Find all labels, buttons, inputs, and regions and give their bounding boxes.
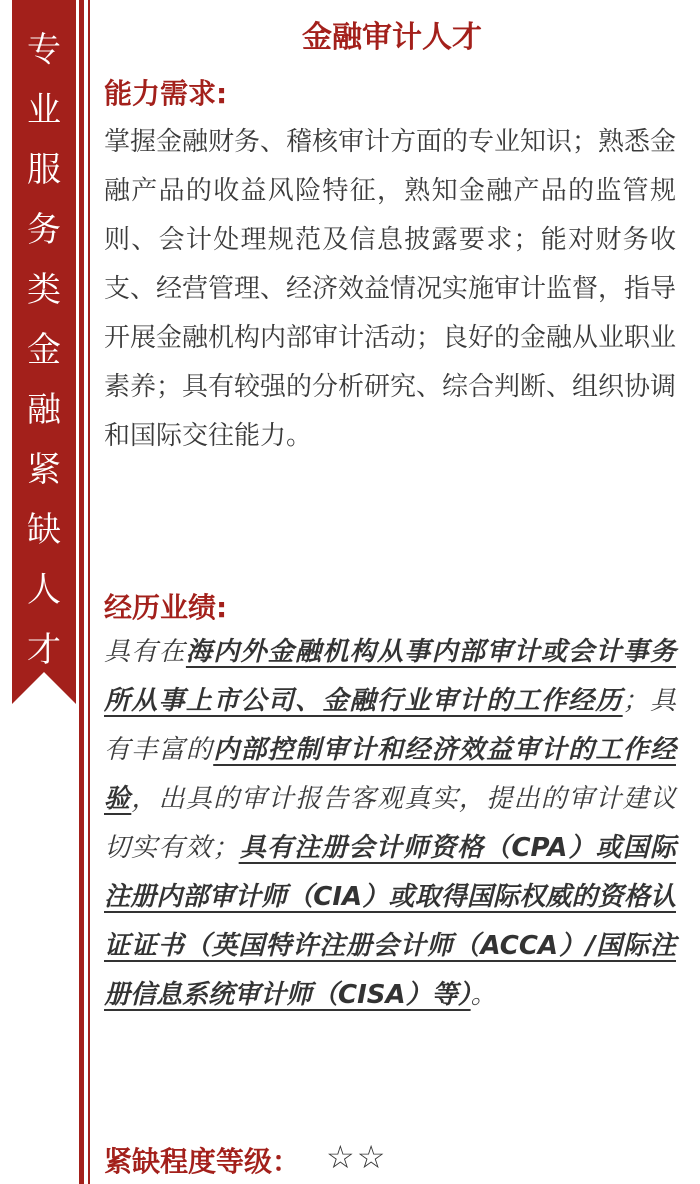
divider-rule-thin	[88, 0, 90, 1184]
banner-char: 缺	[27, 510, 61, 550]
experience-seg-2: ；具有丰富的	[104, 686, 676, 765]
experience-text	[104, 628, 676, 1020]
banner-char: 服	[27, 150, 61, 190]
banner-char: 紧	[27, 450, 61, 490]
experience-seg-1: 具有在	[104, 637, 186, 667]
experience-highlight-1: 海内外金融机构从事内部审计或会计事务所从事上市公司、金融行业审计的工作经历	[104, 637, 676, 716]
experience-seg-4: 。	[470, 980, 497, 1010]
banner-char: 才	[27, 630, 61, 670]
experience-seg-3: ，出具的审计报告客观真实，提出的审计建议切实有效；	[104, 784, 676, 863]
ability-text: 掌握金融财务、稽核审计方面的专业知识；熟悉金融产品的收益风险特征，熟知金融产品的监管规则、会计处理规范及信息披露要求；能对财务收支、经营管理、经济效益情况实施审计监督，指导开展金融机构内部审计活动；良好的金融从业职业素养；具有较强的分析研究、综合判断、组织协调和国际交往能力。	[104, 127, 677, 451]
banner-char: 融	[27, 390, 61, 430]
experience-highlight-3: 具有注册会计师资格（CPA）或国际注册内部审计师（CIA）或取得国际权威的资格认证证书（英国特许注册会计师（ACCA）/国际注册信息系统审计师（CISA）等）	[104, 833, 676, 1010]
banner-char: 金	[27, 330, 61, 370]
page-title: 金融审计人才	[302, 20, 482, 55]
experience-label: 经历业绩:	[104, 591, 228, 624]
scarcity-stars: ☆☆	[326, 1138, 388, 1176]
banner-char: 务	[27, 210, 61, 250]
banner-char: 类	[27, 270, 61, 310]
banner-char: 专	[27, 30, 61, 70]
ability-label: 能力需求:	[104, 77, 228, 110]
banner-title	[12, 20, 76, 680]
vertical-banner	[12, 0, 76, 704]
banner-char: 业	[27, 90, 61, 130]
experience-highlight-2: 内部控制审计和经济效益审计的工作经验	[104, 735, 676, 814]
divider-rule-thick	[79, 0, 84, 1184]
scarcity-label: 紧缺程度等级：	[104, 1145, 301, 1178]
banner-char: 人	[27, 570, 61, 610]
